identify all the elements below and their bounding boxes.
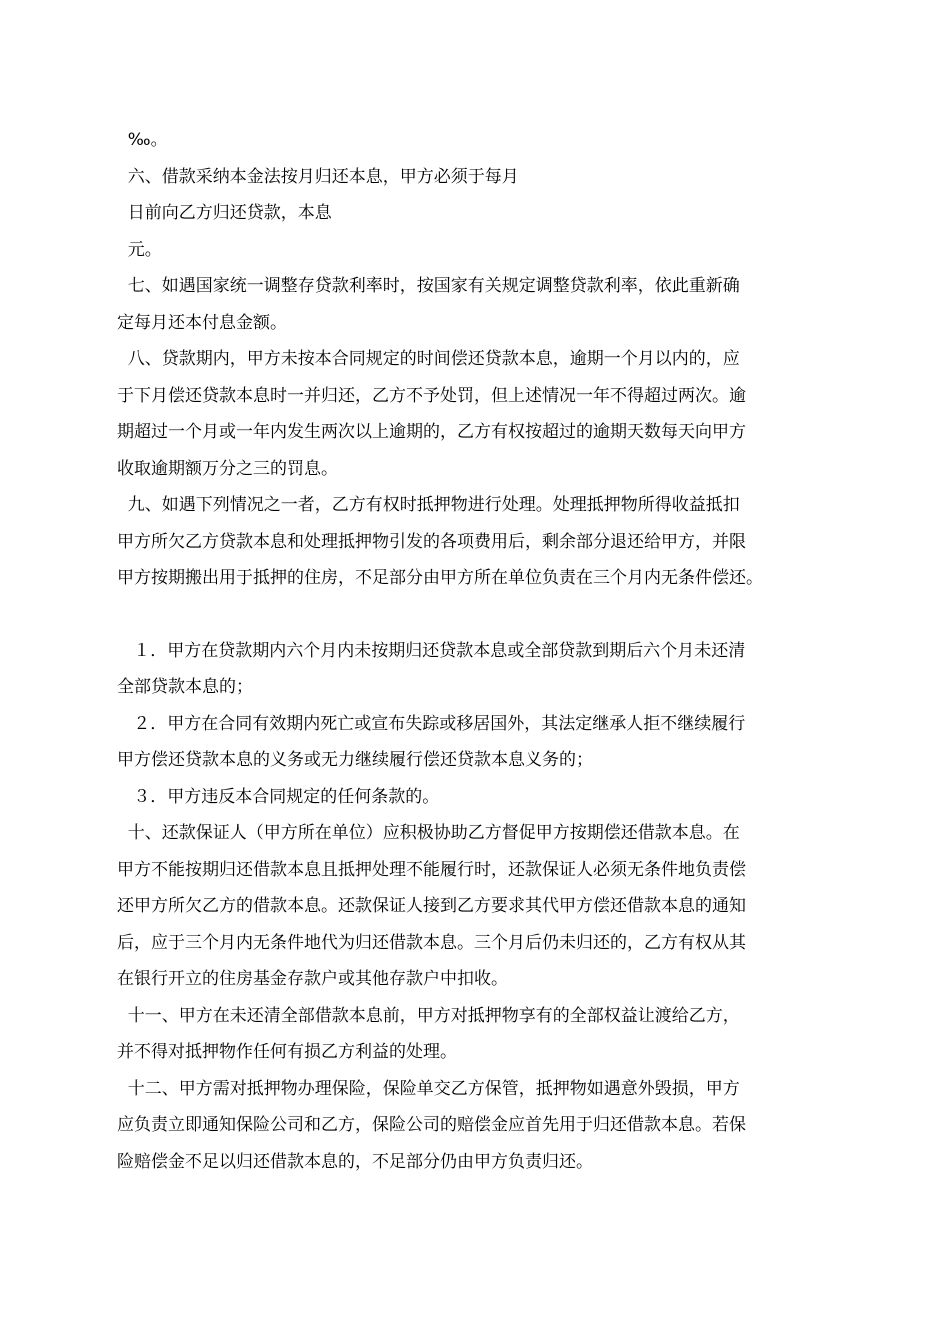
text-line: 甲方按期搬出用于抵押的住房，不足部分由甲方所在单位负责在三个月内无条件偿还。 — [117, 568, 763, 588]
paragraph-gap — [117, 597, 837, 633]
text-line: 甲方不能按期归还借款本息且抵押处理不能履行时，还款保证人必须无条件地负责偿 — [117, 859, 746, 880]
text-line: 并不得对抵押物作任何有损乙方利益的处理。 — [117, 1042, 457, 1062]
text-line: 后，应于三个月内无条件地代为归还借款本息。三个月后仍未归还的，乙方有权从其 — [117, 932, 746, 953]
sub-item-1-line: １．甲方在贷款期内六个月内未按期归还贷款本息或全部贷款到期后六个月未还清 — [117, 640, 746, 661]
text-line: 定每月还本付息金额。 — [117, 312, 287, 333]
text-line: 日前向乙方归还贷款，本息 — [117, 203, 332, 223]
text-line: 在银行开立的住房基金存款户或其他存款户中扣收。 — [117, 969, 508, 989]
sub-item-2-line: ２．甲方在合同有效期内死亡或宣布失踪或移居国外，其法定继承人拒不继续履行 — [117, 713, 746, 734]
clause-7-line: 七、如遇国家统一调整存贷款利率时，按国家有关规定调整贷款利率，依此重新确 — [117, 276, 740, 296]
clause-6-line: 六、借款采纳本金法按月归还本息，甲方必须于每月 — [117, 166, 519, 187]
clause-9-line: 九、如遇下列情况之一者，乙方有权时抵押物进行处理。处理抵押物所得收益抵扣 — [117, 495, 740, 515]
text-line: 期超过一个月或一年内发生两次以上逾期的，乙方有权按超过的逾期天数每天向甲方 — [117, 422, 746, 442]
text-line: 甲方偿还贷款本息的义务或无力继续履行偿还贷款本息义务的； — [117, 750, 593, 770]
document-body — [117, 122, 837, 1180]
text-line: 应负责立即通知保险公司和乙方，保险公司的赔偿金应首先用于归还借款本息。若保 — [117, 1115, 746, 1135]
text-line: 元。 — [117, 239, 162, 260]
text-line: 甲方所欠乙方贷款本息和处理抵押物引发的各项费用后，剩余部分退还给甲方，并限 — [117, 531, 746, 552]
clause-10-line: 十、还款保证人（甲方所在单位）应积极协助乙方督促甲方按期偿还借款本息。在 — [117, 823, 740, 843]
clause-11-line: 十一、甲方在未还清全部借款本息前，甲方对抵押物享有的全部权益让渡给乙方， — [117, 1005, 740, 1026]
text-line: ‰。 — [117, 130, 168, 150]
text-line: 收取逾期额万分之三的罚息。 — [117, 458, 338, 479]
sub-item-3-line: ３．甲方违反本合同规定的任何条款的。 — [117, 786, 440, 807]
clause-12-line: 十二、甲方需对抵押物办理保险，保险单交乙方保管，抵押物如遇意外毁损，甲方 — [117, 1078, 740, 1099]
text-line: 还甲方所欠乙方的借款本息。还款保证人接到乙方要求其代甲方偿还借款本息的通知 — [117, 896, 746, 916]
text-line: 于下月偿还贷款本息时一并归还，乙方不予处罚，但上述情况一年不得超过两次。逾 — [117, 385, 746, 406]
text-line: 全部贷款本息的； — [117, 677, 253, 697]
clause-8-line: 八、贷款期内，甲方未按本合同规定的时间偿还贷款本息，逾期一个月以内的，应 — [117, 349, 740, 369]
text-line: 险赔偿金不足以归还借款本息的，不足部分仍由甲方负责归还。 — [117, 1151, 593, 1172]
